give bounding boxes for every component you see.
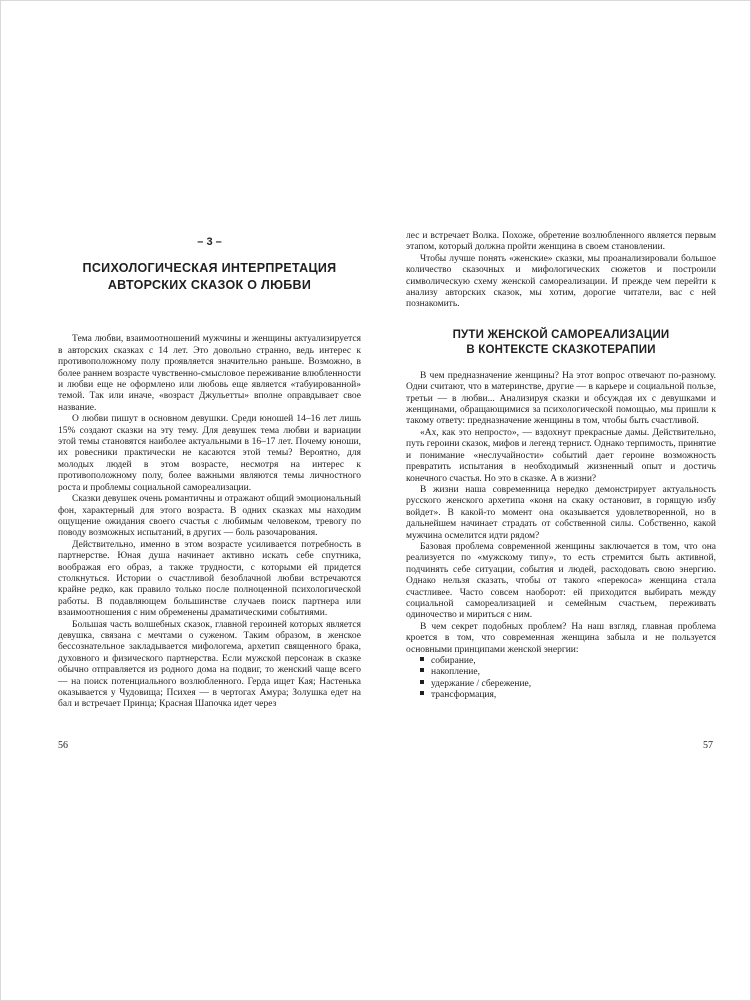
section-title <box>406 328 716 358</box>
paragraph: В чем секрет подобных проблем? На наш взгляд, главная проблема кроется в том, что современная женщина забыла и не пользуется основными принципами женской энергии: <box>406 621 716 655</box>
list-item <box>420 656 716 667</box>
paragraph: О любви пишут в основном девушки. Среди юношей 14–16 лет лишь 15% создают сказки на эту тему. Для девушек тема любви и вариации этой темы становятся наиболее актуальными в 16–17 лет. Почему юноши, их ровесники практически не касаются этой темы? Вероятно, для молодых людей в этом возрасте, несмотря на интерес к противоположному полу, более важными являются темы личностного роста и проблемы социальной самореализации. <box>58 414 361 493</box>
energy-principles-list <box>406 656 716 702</box>
page-number-right: 57 <box>703 740 713 751</box>
chapter-title <box>58 260 361 294</box>
square-bullet-icon <box>420 680 424 684</box>
page-left-column <box>58 237 361 711</box>
section-title-line-1: ПУТИ ЖЕНСКОЙ САМОРЕАЛИЗАЦИИ <box>452 328 670 341</box>
square-bullet-icon <box>420 691 424 695</box>
paragraph: Большая часть волшебных сказок, главной героиней которых является девушка, связана с мечтами о суженом. Таким образом, в женское бессознательное закладывается мифологема, архетип священного брака, духовного и физического партнерства. Если мужской персонаж в сказке обычно отправляется из родного дома на подвиг, то женский чаще всего — на поиск потенциального возлюбленного. Герда ищет Кая; Настенька оказывается у Чудовища; Психея — в чертогах Амура; Золушка едет на бал и встречает Принца; Красная Шапочка идет через <box>58 619 361 710</box>
paragraph: Базовая проблема современной женщины заключается в том, что она реализуется по «мужскому типу», то есть стремится быть активной, подчинять себе ситуации, события и людей, расходовать свою энергию. Однако нельзя сказать, чтобы от такого «перекоса» женщина стала счастливее. Часто совсем наоборот: ей приходится выбирать между социальной самореализацией и семейным счастьем, переживать одиночество и мириться с ним. <box>406 541 716 621</box>
paragraph: Тема любви, взаимоотношений мужчины и женщины актуализируется в авторских сказках с 14 лет. Это довольно странно, ведь интерес к противоположному полу проявляется значительно раньше. Возможно, в более раннем возрасте чувственно-смысловое переживание влюбленности и любви еще не оформлено или любовь еще является «табуированной» темой. Так или иначе, «возраст Джульетты» вполне оправдывает свое название. <box>58 334 361 413</box>
chapter-title-line-1: ПСИХОЛОГИЧЕСКАЯ ИНТЕРПРЕТАЦИЯ <box>82 261 337 276</box>
paragraph: Чтобы лучше понять «женские» сказки, мы проанализировали большое количество сказочных и мифологических сюжетов и построили символическую схему женской самореализации. И прежде чем перейти к анализу авторских сказок, мы хотим, дорогие читатели, вас с ней познакомить. <box>406 253 716 310</box>
list-item-text: удержание / сбережение, <box>431 678 532 689</box>
chapter-title-line-2: АВТОРСКИХ СКАЗОК О ЛЮБВИ <box>107 278 312 293</box>
paragraph: Сказки девушек очень романтичны и отражают общий эмоциональный фон, характерный для этого возраста. В одних сказках мы находим ощущение ожидания своего счастья с любимым человеком, тревогу по поводу возможных испытаний, в других — боль разочарования. <box>58 494 361 539</box>
paragraph: Действительно, именно в этом возрасте усиливается потребность в партнерстве. Юная душа начинает активно искать себе спутника, воображая его образ, а также трудности, с которыми ей придется столкнуться. Истории о счастливой безоблачной любви встречаются крайне редко, как правило только после полноценной психологической работы. В подавляющем большинстве случаев поиск партнера или взаимоотношения с ним обременены драматическими событиями. <box>58 539 361 619</box>
page-right-column <box>406 231 716 702</box>
square-bullet-icon <box>420 668 424 672</box>
chapter-number: – 3 – <box>197 236 222 248</box>
paragraph: В жизни наша современница нередко демонстрирует актуальность русского женского архетипа «коня на скаку остановит, в горящую избу войдет». В какой-то момент она оказывается удовлетворенной, но в дальнейшем начинает страдать от собственной силы. Собственно, какой мужчина осмелится идти рядом? <box>406 484 716 541</box>
list-item <box>420 690 716 701</box>
page-number-left: 56 <box>58 740 68 751</box>
list-item-text: накопление, <box>431 667 480 678</box>
list-item <box>420 667 716 678</box>
paragraph: «Ах, как это непросто», — вздохнут прекрасные дамы. Действительно, путь героини сказок, мифов и легенд тернист. Однако терпимость, принятие и понимание «неслучайности» событий дает героине возможность превратить испытания в необходимый жизненный опыт и достичь конечного счастья. Но это в сказке. А в жизни? <box>406 427 716 484</box>
list-item-text: трансформация, <box>431 690 497 701</box>
section-title-line-2: В КОНТЕКСТЕ СКАЗКОТЕРАПИИ <box>466 343 656 356</box>
paragraph: лес и встречает Волка. Похоже, обретение возлюбленного является первым этапом, который должна пройти женщина в своем становлении. <box>406 231 716 253</box>
list-item <box>420 679 716 690</box>
list-item-text: собирание, <box>431 656 476 666</box>
paragraph: В чем предназначение женщины? На этот вопрос отвечают по-разному. Одни считают, что в материнстве, другие — в карьере и социальной пользе, третьи — в любви... Анализируя сказки и обсуждая их с девушками и женщинами, обращающимися за психологической помощью, мы пришли к такому ответу: предназначение женщины в том, чтобы быть счастливой. <box>406 370 716 427</box>
square-bullet-icon <box>420 657 424 661</box>
